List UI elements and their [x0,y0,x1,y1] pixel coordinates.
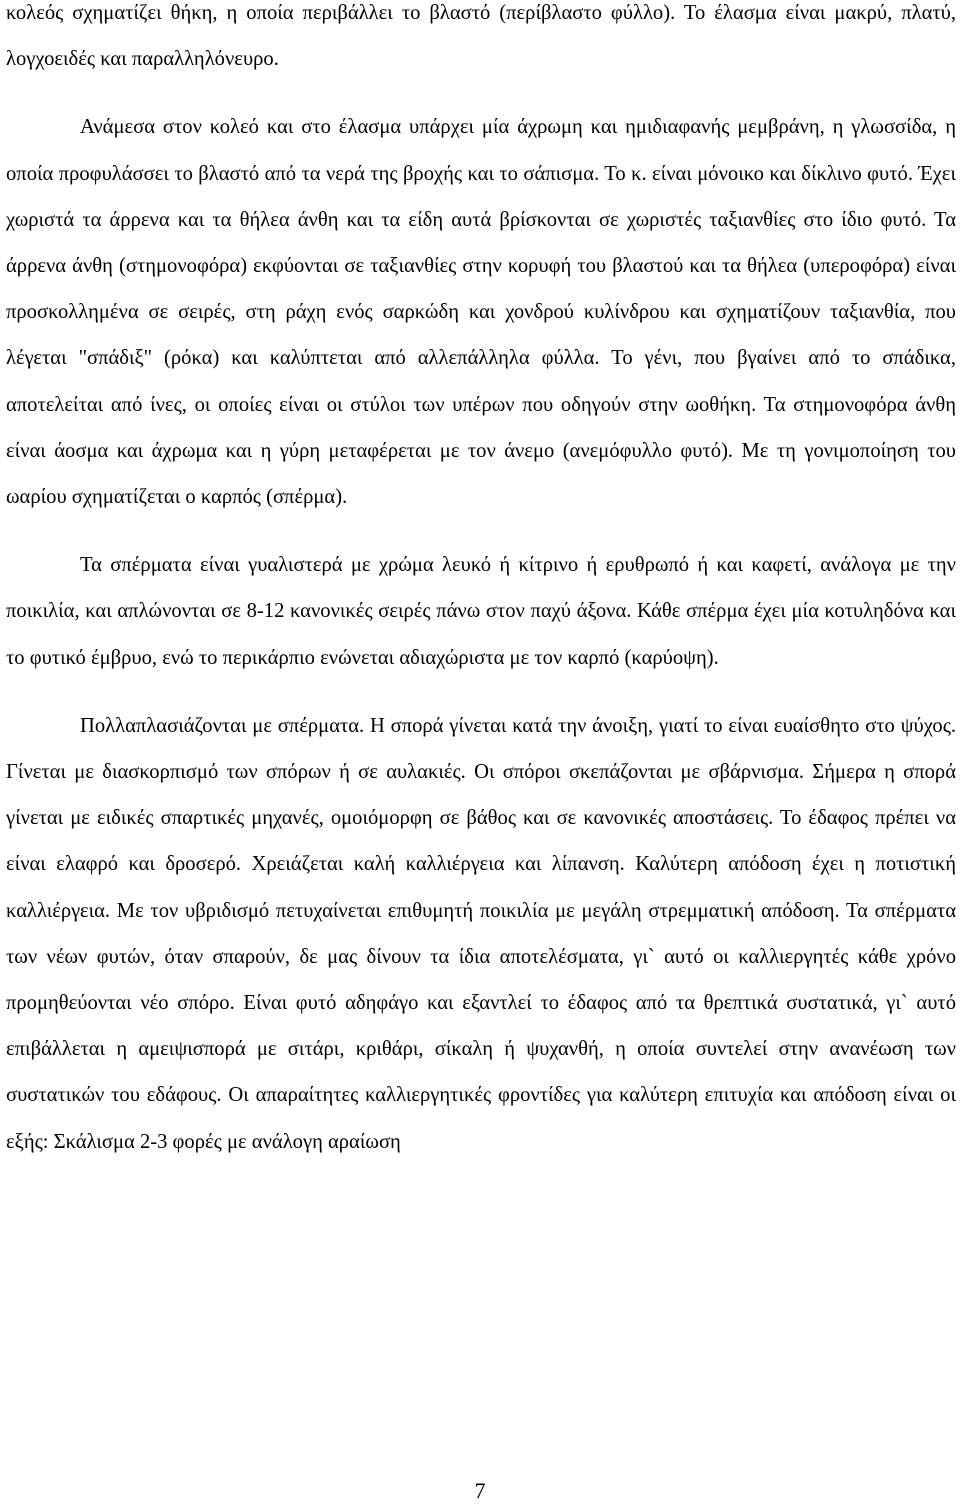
document-page [6,0,956,1165]
page-number: 7 [474,1478,486,1503]
paragraph-seeds: Τα σπέρματα είναι γυαλιστερά με χρώμα λευκό ή κίτρινο ή ερυθρωπό ή και καφετί, ανάλογα με την ποικιλία, και απλώνονται σε 8-12 κανονικές σειρές πάνω στον παχύ άξονα. Κάθε σπέρμα έχει μία κοτυληδόνα και το φυτικό έμβρυο, ενώ το περικάρπιο ενώνεται αδιαχώριστα με τον καρπό (καρύοψη). [6,554,956,669]
paragraph-monoecious-plant: Ανάμεσα στον κολεό και στο έλασμα υπάρχει μία άχρωμη και ημιδιαφανής μεμβράνη, η γλωσσίδα, η οποία προφυλάσσει το βλαστό από τα νερά της βροχής και το σάπισμα. Το κ. είναι μόνοικο και δίκλινο φυτό. Έχει χωριστά τα άρρενα και τα θήλεα άνθη και τα είδη αυτά βρίσκονται σε χωριστές ταξιανθίες στο ίδιο φυτό. Τα άρρενα άνθη (στημονοφόρα) εκφύονται σε ταξιανθίες στην κορυφή του βλαστού και τα θήλεα (υπεροφόρα) είναι προσκολλημένα σε σειρές, στη ράχη ενός σαρκώδη και χονδρού κυλίνδρου και σχηματίζουν ταξιανθία, που λέγεται "σπάδιξ" (ρόκα) και καλύπτεται από αλλεπάλληλα φύλλα. Το γένι, που βγαίνει από το σπάδικα, αποτελείται από ίνες, οι οποίες είναι οι στύλοι των υπέρων που οδηγούν στην ωοθήκη. Τα στημονοφόρα άνθη είναι άοσμα και άχρωμα και η γύρη μεταφέρεται με τον άνεμο (ανεμόφυλλο φυτό). Με τη γονιμοποίηση του ωαρίου σχηματίζεται ο καρπός (σπέρμα). [6,116,956,509]
paragraph-continuation: κολεός σχηματίζει θήκη, η οποία περιβάλλει το βλαστό (περίβλαστο φύλλο). Το έλασμα είναι μακρύ, πλατύ, λογχοειδές και παραλληλόνευρο. [6,2,956,71]
paragraph-propagation: Πολλαπλασιάζονται με σπέρματα. Η σπορά γίνεται κατά την άνοιξη, γιατί το είναι ευαίσθητο στο ψύχος. Γίνεται με διασκορπισμό των σπόρων ή σε αυλακιές. Οι σπόροι σκεπάζονται με σβάρνισμα. Σήμερα η σπορά γίνεται με ειδικές σπαρτικές μηχανές, ομοιόμορφη σε βάθος και σε κανονικές αποστάσεις. Το έδαφος πρέπει να είναι ελαφρό και δροσερό. Χρειάζεται καλή καλλιέργεια και λίπανση. Καλύτερη απόδοση έχει η ποτιστική καλλιέργεια. Με τον υβριδισμό πετυχαίνεται επιθυμητή ποικιλία με μεγάλη στρεμματική απόδοση. Τα σπέρματα των νέων φυτών, όταν σπαρούν, δε μας δίνουν τα ίδια αποτελέσματα, γι` αυτό οι καλλιεργητές κάθε χρόνο προμηθεύονται νέο σπόρο. Είναι φυτό αδηφάγο και εξαντλεί το έδαφος από τα θρεπτικά συστατικά, γι` αυτό επιβάλλεται η αμειψισπορά με σιτάρι, κριθάρι, σίκαλη ή ψυχανθή, η οποία συντελεί στην ανανέωση των συστατικών του εδάφους. Οι απαραίτητες καλλιεργητικές φροντίδες για καλύτερη επιτυχία και απόδοση είναι οι εξής: Σκάλισμα 2-3 φορές με ανάλογη αραίωση [6,714,956,1153]
